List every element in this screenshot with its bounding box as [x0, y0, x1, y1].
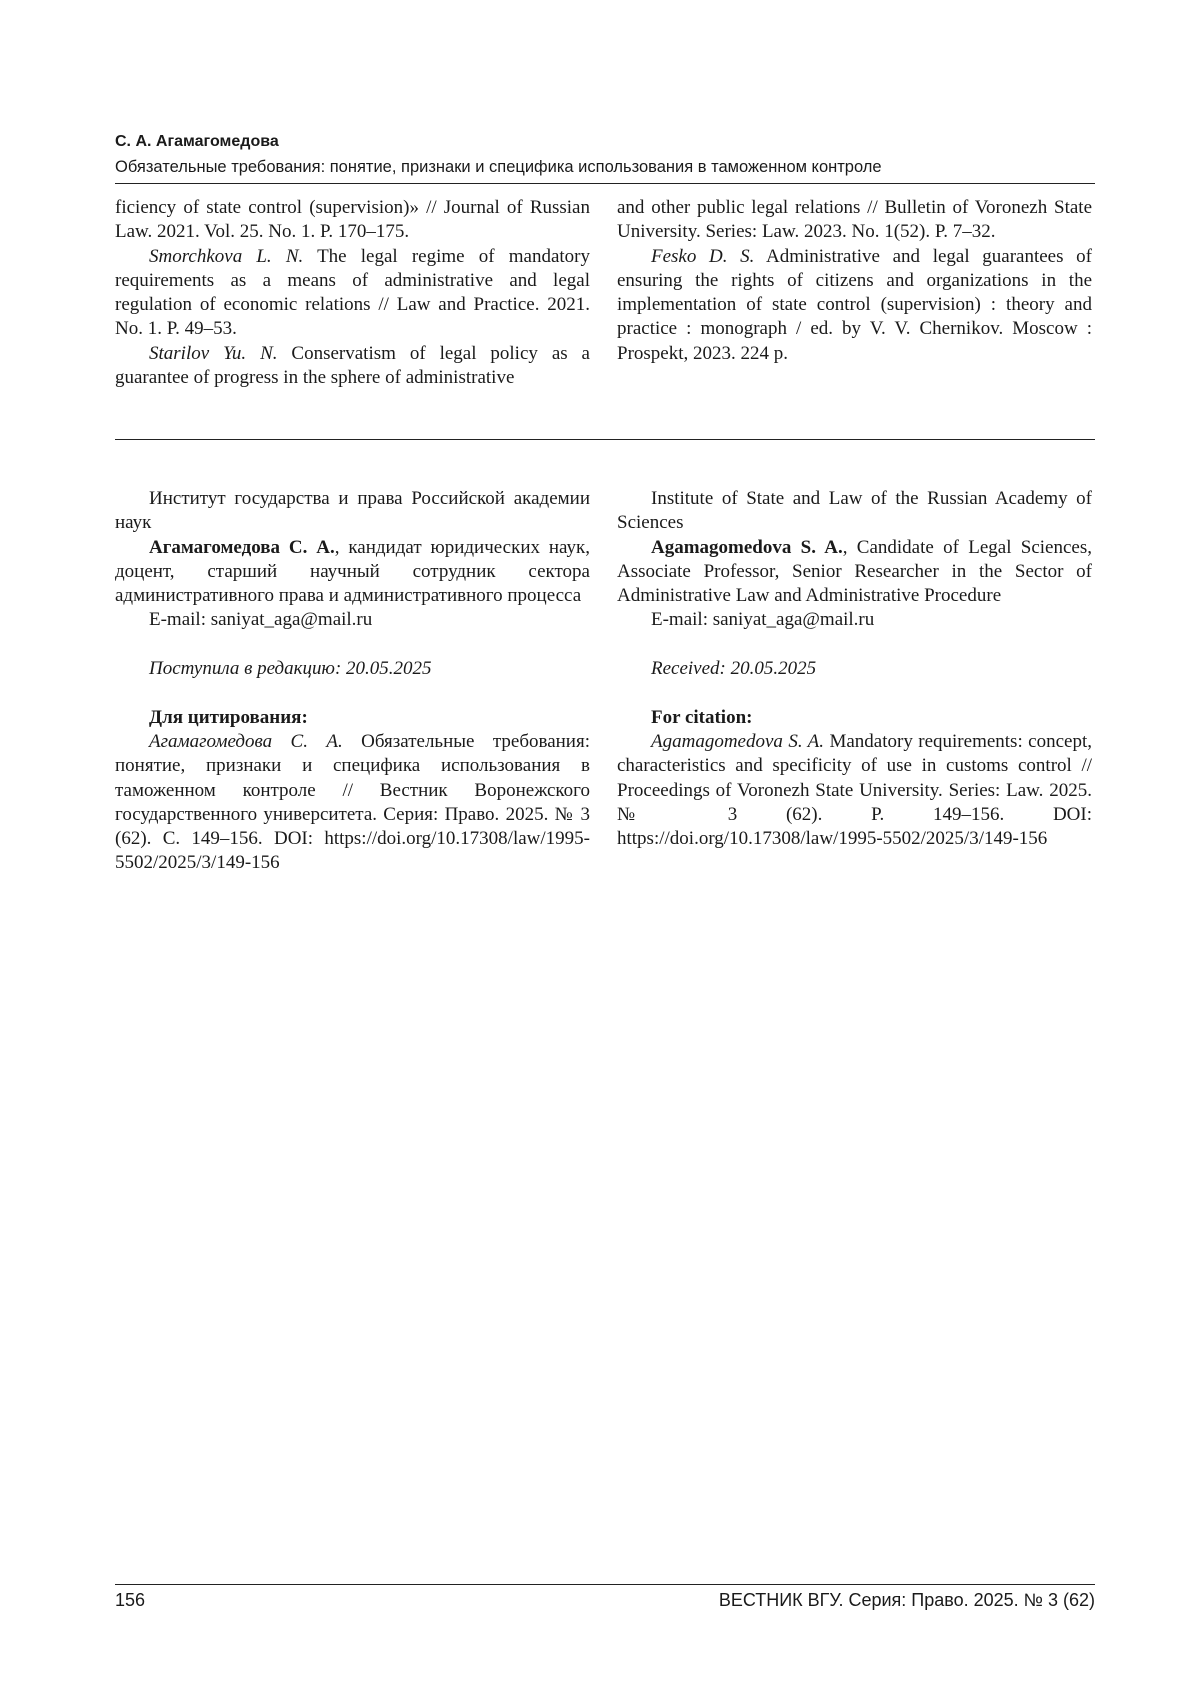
citation — [115, 730, 590, 876]
reference-text: and other public legal relations // Bulletin of Voronezh State University. Series: Law. 2023. No. 1(52). P. 7–32. — [617, 197, 1092, 242]
author-name: Agamagomedova S. A. — [651, 537, 843, 558]
footer-rule — [115, 1584, 1095, 1585]
author-info-en — [617, 487, 1092, 851]
citation-author: Агамагомедова С. А. — [149, 731, 343, 752]
references-right-column — [617, 196, 1092, 366]
reference-author: Fesko D. S. — [651, 246, 754, 267]
author-bio — [115, 536, 590, 609]
running-head-title: Обязательные требования: понятие, признаки и специфика использования в таможенном контроле — [115, 154, 1095, 180]
author-name: Агамагомедова С. А. — [149, 537, 335, 558]
citation-heading: For citation: — [617, 706, 1092, 730]
institution: Institute of State and Law of the Russian Academy of Sciences — [617, 487, 1092, 536]
section-divider — [115, 439, 1095, 440]
reference-item — [115, 342, 590, 391]
author-email: E-mail: saniyat_aga@mail.ru — [617, 608, 1092, 632]
reference-item — [115, 196, 590, 245]
running-head — [115, 131, 1095, 180]
reference-text: Administrative and legal guarantees of ensuring the rights of citizens and organizations in the implementation of state control (supervision) : theory and practice : monograph / ed. by V. V. Chernikov. Moscow : Prospekt, 2023. 224 p. — [617, 246, 1092, 364]
reference-author: Starilov Yu. N. — [149, 343, 278, 364]
journal-name: ВЕСТНИК ВГУ. Серия: Право. 2025. № 3 (62) — [719, 1590, 1095, 1611]
reference-text: The legal regime of mandatory requirements as a means of administrative and legal regulation of economic relations // Law and Practice. 2021. No. 1. P. 49–53. — [115, 246, 590, 340]
reference-text: Conservatism of legal policy as a guarantee of progress in the sphere of administrative — [115, 343, 590, 388]
reference-text: ficiency of state control (supervision)» // Journal of Russian Law. 2021. Vol. 25. No. 1. P. 170–175. — [115, 197, 590, 242]
reference-item — [617, 196, 1092, 245]
header-rule — [115, 183, 1095, 184]
running-head-author: С. А. Агамагомедова — [115, 131, 1095, 153]
reference-item — [115, 245, 590, 342]
author-email: E-mail: saniyat_aga@mail.ru — [115, 608, 590, 632]
page-number: 156 — [115, 1590, 145, 1611]
references-left-column — [115, 196, 590, 390]
author-description: , кандидат юридических наук, доцент, старший научный сотрудник сектора административного права и административного процесса — [115, 537, 590, 607]
institution: Институт государства и права Российской академии наук — [115, 487, 590, 536]
citation-text: Обязательные требования: понятие, признаки и специфика использования в таможенном контроле // Вестник Воронежского государственного университета. Серия: Право. 2025. № 3 (62). С. 149–156. DOI: https://doi.org/10.17308/law/1995-5502/2025/3/149-156 — [115, 731, 590, 873]
citation — [617, 730, 1092, 851]
reference-item — [617, 245, 1092, 366]
reference-author: Smorchkova L. N. — [149, 246, 303, 267]
citation-author: Agamagomedova S. A. — [651, 731, 824, 752]
citation-heading: Для цитирования: — [115, 706, 590, 730]
author-bio — [617, 536, 1092, 609]
received-date: Received: 20.05.2025 — [617, 657, 1092, 681]
author-info-ru — [115, 487, 590, 876]
received-date: Поступила в редакцию: 20.05.2025 — [115, 657, 590, 681]
citation-text: Mandatory requirements: concept, characteristics and specificity of use in customs control // Proceedings of Voronezh State University. Series: Law. 2025. № 3 (62). P. 149–156. DOI: https://doi.org/10.17308/law/1995-5502/2025/3/149-156 — [617, 731, 1092, 849]
author-description: , Candidate of Legal Sciences, Associate Professor, Senior Researcher in the Sector of Administrative Law and Administrative Procedure — [617, 537, 1092, 607]
